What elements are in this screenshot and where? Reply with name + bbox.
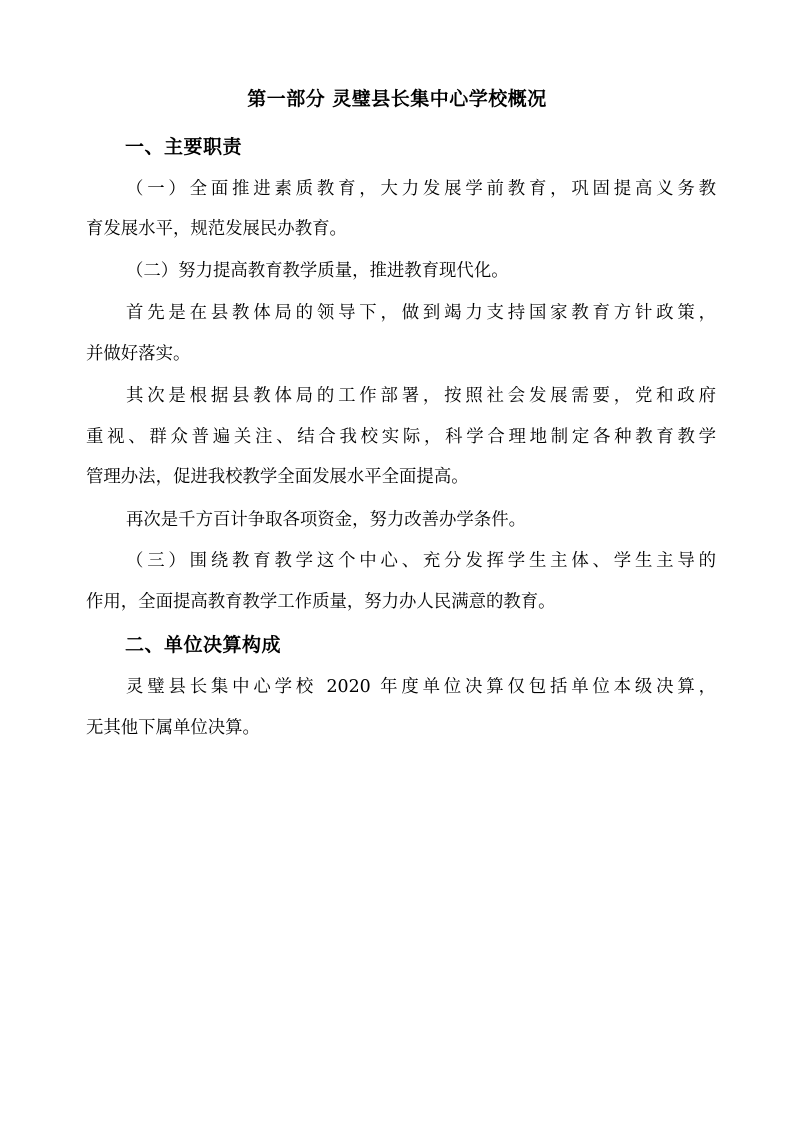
paragraph-line: 育发展水平，规范发展民办教育。 [86,219,347,239]
section-heading-main-duties: 一、主要职责 [125,136,243,158]
page-title: 第一部分 灵璧县长集中心学校概况 [247,88,547,110]
section-heading-budget-composition: 二、单位决算构成 [125,634,282,656]
paragraph-line: 无其他下属单位决算。 [86,718,260,738]
paragraph-line: 作用，全面提高教育教学工作质量，努力办人民满意的教育。 [86,592,556,612]
paragraph-line: （二）努力提高教育教学质量，推进教育现代化。 [126,261,509,281]
paragraph-line: 灵璧县长集中心学校 2020 年度单位决算仅包括单位本级决算， [126,677,716,697]
paragraph-line: 其次是根据县教体局的工作部署，按照社会发展需要，党和政府 [126,386,716,406]
paragraph-line: （三）围绕教育教学这个中心、充分发挥学生主体、学生主导的 [126,551,716,571]
paragraph-line: 再次是千方百计争取各项资金，努力改善办学条件。 [126,510,526,530]
paragraph-line: 管理办法，促进我校教学全面发展水平全面提高。 [86,467,469,487]
paragraph-line: 首先是在县教体局的领导下，做到竭力支持国家教育方针政策， [126,303,716,323]
paragraph-line: 重视、群众普遍关注、结合我校实际，科学合理地制定各种教育教学 [86,427,716,447]
paragraph-line: （一）全面推进素质教育，大力发展学前教育，巩固提高义务教 [126,179,716,199]
paragraph-line: 并做好落实。 [86,344,191,364]
